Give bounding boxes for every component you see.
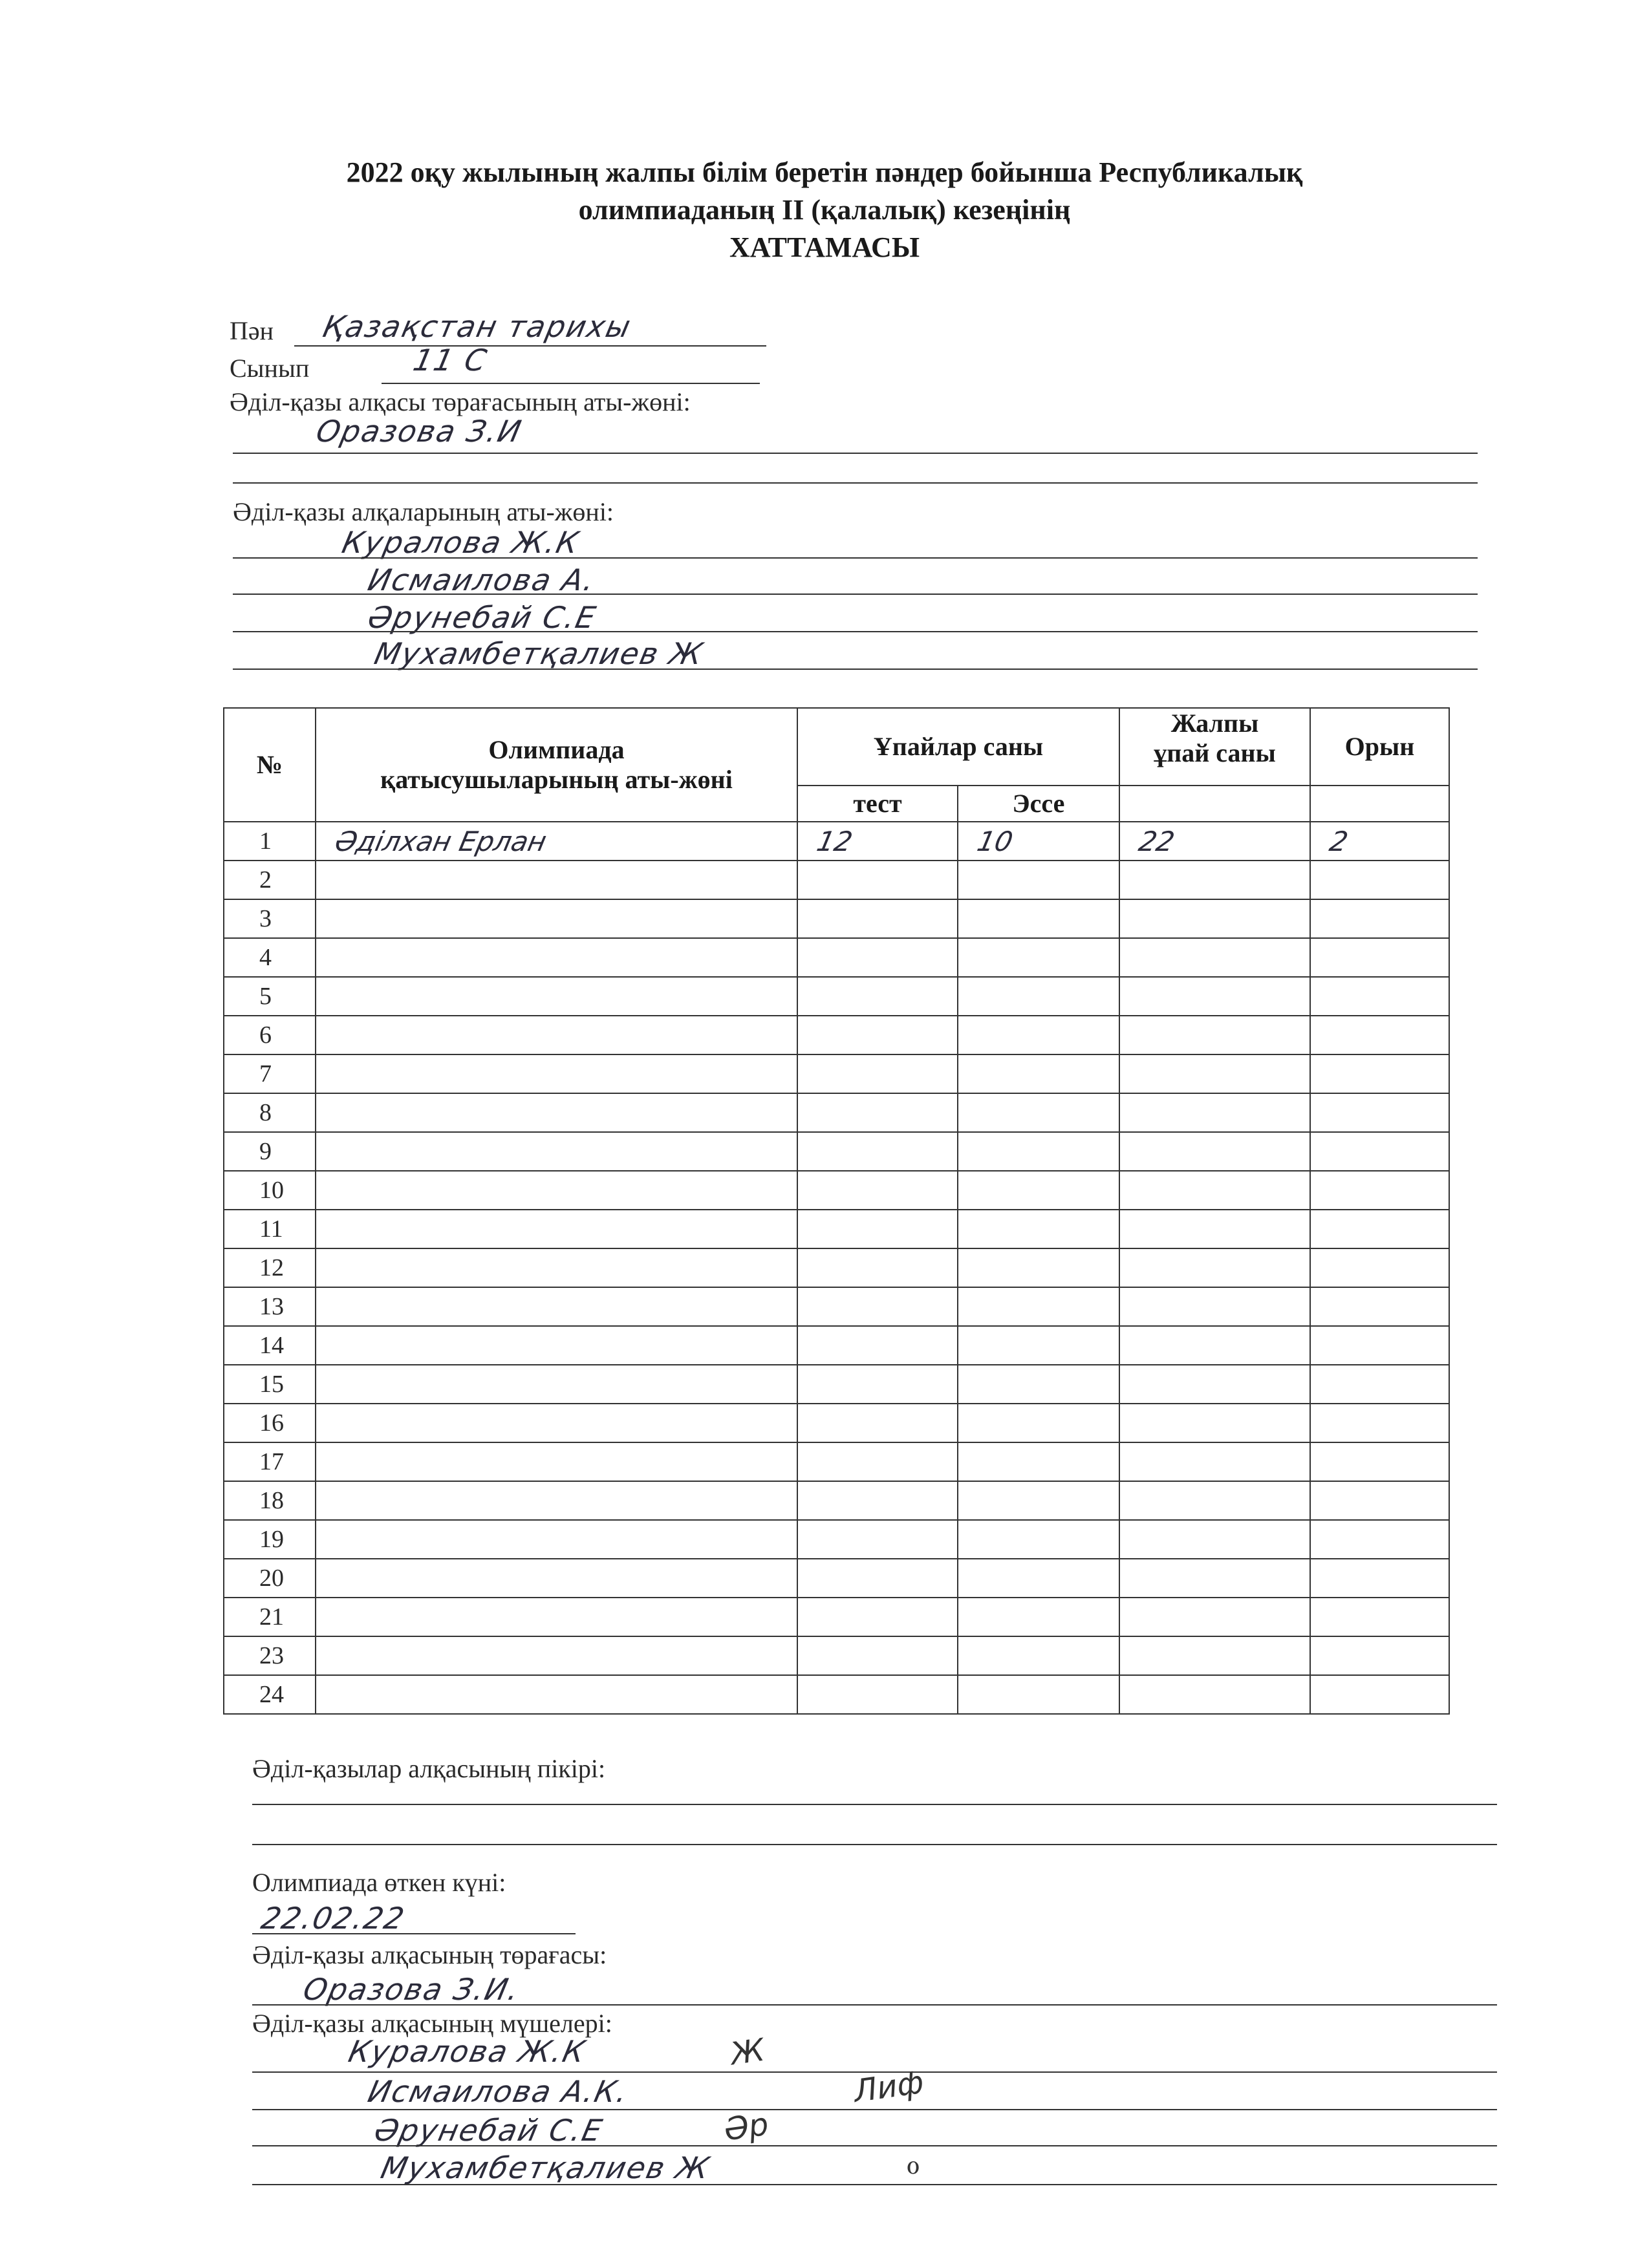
table-row xyxy=(224,1404,1449,1442)
table-row xyxy=(224,1520,1449,1559)
table-row xyxy=(224,1675,1449,1714)
row-essay xyxy=(958,1481,1119,1520)
row-total xyxy=(1119,1054,1310,1093)
table-row xyxy=(224,1210,1449,1248)
footer-members-label: Әділ-қазы алқасының мүшелері: xyxy=(252,2009,612,2038)
table-row xyxy=(224,1559,1449,1598)
row-test xyxy=(797,1016,958,1054)
row-name xyxy=(316,1559,797,1598)
subject-underline xyxy=(294,345,766,347)
row-place xyxy=(1310,977,1449,1016)
row-test xyxy=(797,822,958,861)
row-name xyxy=(316,1132,797,1171)
table-row xyxy=(224,1093,1449,1132)
row-total xyxy=(1119,1171,1310,1210)
col-essay: Эссе xyxy=(958,786,1119,822)
footer-member-line-4 xyxy=(252,2184,1497,2185)
row-num: 19 xyxy=(224,1520,316,1559)
subject-value: Қазақстан тарихы xyxy=(319,309,635,344)
table-row xyxy=(224,977,1449,1016)
row-test xyxy=(797,1559,958,1598)
row-num: 18 xyxy=(224,1481,316,1520)
row-num: 24 xyxy=(224,1675,316,1714)
footer-member-line-2 xyxy=(252,2109,1497,2110)
col-place: Орын xyxy=(1310,708,1449,786)
row-place-value: 2 xyxy=(1326,825,1351,857)
row-test xyxy=(797,1287,958,1326)
row-total xyxy=(1119,1404,1310,1442)
row-place xyxy=(1310,1093,1449,1132)
signature-2: Лиф xyxy=(851,2064,926,2110)
class-underline xyxy=(382,383,760,384)
member-line-4 xyxy=(233,669,1478,670)
row-num: 1 xyxy=(224,822,316,861)
row-place xyxy=(1310,1442,1449,1481)
class-value: 11 С xyxy=(410,343,491,378)
table-row xyxy=(224,1287,1449,1326)
row-num: 13 xyxy=(224,1287,316,1326)
row-essay-value: 10 xyxy=(974,825,1016,857)
row-num: 3 xyxy=(224,899,316,938)
row-place xyxy=(1310,1326,1449,1365)
row-test xyxy=(797,1442,958,1481)
row-test xyxy=(797,1326,958,1365)
row-name xyxy=(316,1016,797,1054)
row-essay xyxy=(958,1093,1119,1132)
row-test xyxy=(797,1054,958,1093)
row-place xyxy=(1310,1210,1449,1248)
row-essay xyxy=(958,1016,1119,1054)
date-underline xyxy=(252,1933,576,1934)
row-num: 23 xyxy=(224,1636,316,1675)
date-value: 22.02.22 xyxy=(258,1901,409,1936)
table-row xyxy=(224,1598,1449,1636)
row-test xyxy=(797,938,958,977)
row-num: 10 xyxy=(224,1171,316,1210)
table-row xyxy=(224,1016,1449,1054)
row-num: 2 xyxy=(224,861,316,899)
table-row xyxy=(224,1171,1449,1210)
table-row xyxy=(224,1365,1449,1404)
row-total xyxy=(1119,1520,1310,1559)
row-place xyxy=(1310,861,1449,899)
row-test xyxy=(797,1404,958,1442)
row-total xyxy=(1119,1598,1310,1636)
header-title: ХАТТАМАСЫ xyxy=(729,231,920,263)
signature-4: ℴ xyxy=(903,2144,922,2183)
row-place xyxy=(1310,938,1449,977)
row-essay xyxy=(958,1636,1119,1675)
table-row xyxy=(224,1326,1449,1365)
row-test xyxy=(797,1520,958,1559)
row-place xyxy=(1310,1675,1449,1714)
row-test xyxy=(797,1481,958,1520)
row-total xyxy=(1119,861,1310,899)
row-name xyxy=(316,1287,797,1326)
table-row xyxy=(224,899,1449,938)
chair-value: Оразова З.И xyxy=(313,414,526,449)
chair-label: Әділ-қазы алқасы төрағасының аты-жөні: xyxy=(230,387,691,416)
row-total xyxy=(1119,1442,1310,1481)
footer-chair-value: Оразова З.И. xyxy=(300,1972,524,2007)
row-name-value: Әділхан Ерлан xyxy=(332,825,550,857)
footer-chair-label: Әділ-қазы алқасының төрағасы: xyxy=(252,1940,607,1969)
row-name xyxy=(316,1210,797,1248)
row-place xyxy=(1310,1171,1449,1210)
row-place xyxy=(1310,1481,1449,1520)
row-name xyxy=(316,1326,797,1365)
row-test xyxy=(797,1210,958,1248)
row-num: 20 xyxy=(224,1559,316,1598)
row-test xyxy=(797,1248,958,1287)
row-num: 12 xyxy=(224,1248,316,1287)
row-place xyxy=(1310,1248,1449,1287)
row-place xyxy=(1310,899,1449,938)
row-test-value: 12 xyxy=(814,825,856,857)
row-essay xyxy=(958,1132,1119,1171)
row-num: 15 xyxy=(224,1365,316,1404)
row-essay xyxy=(958,1675,1119,1714)
row-essay xyxy=(958,1365,1119,1404)
row-name xyxy=(316,1481,797,1520)
row-test xyxy=(797,1132,958,1171)
col-num: № xyxy=(224,708,316,822)
row-place xyxy=(1310,1132,1449,1171)
row-place xyxy=(1310,1016,1449,1054)
row-test xyxy=(797,1675,958,1714)
row-essay xyxy=(958,1559,1119,1598)
row-total xyxy=(1119,822,1310,861)
row-name xyxy=(316,1248,797,1287)
row-num: 6 xyxy=(224,1016,316,1054)
results-table xyxy=(223,707,1450,1715)
table-row xyxy=(224,1132,1449,1171)
row-test xyxy=(797,977,958,1016)
row-place xyxy=(1310,1520,1449,1559)
footer-member-line-3 xyxy=(252,2145,1497,2146)
row-test xyxy=(797,1636,958,1675)
row-total xyxy=(1119,1248,1310,1287)
row-test xyxy=(797,1171,958,1210)
member-2: Исмаилова А. xyxy=(365,562,599,597)
col-place-sub xyxy=(1310,786,1449,822)
member-3: Әрунебай С.Е xyxy=(365,600,600,635)
opinion-line-2 xyxy=(252,1844,1497,1845)
row-name xyxy=(316,1598,797,1636)
row-total xyxy=(1119,899,1310,938)
row-place xyxy=(1310,1054,1449,1093)
signature-1: Ж xyxy=(728,2031,767,2073)
row-name xyxy=(316,1675,797,1714)
row-essay xyxy=(958,1287,1119,1326)
col-name-line1: Олимпиада xyxy=(488,735,625,764)
row-essay xyxy=(958,1598,1119,1636)
row-num: 9 xyxy=(224,1132,316,1171)
row-num: 17 xyxy=(224,1442,316,1481)
row-place xyxy=(1310,822,1449,861)
table-row xyxy=(224,1442,1449,1481)
table-row xyxy=(224,938,1449,977)
col-test: тест xyxy=(797,786,958,822)
row-total xyxy=(1119,1675,1310,1714)
row-name xyxy=(316,938,797,977)
row-num: 11 xyxy=(224,1210,316,1248)
row-name xyxy=(316,1365,797,1404)
row-essay xyxy=(958,1171,1119,1210)
row-place xyxy=(1310,1598,1449,1636)
row-essay xyxy=(958,1442,1119,1481)
row-num: 4 xyxy=(224,938,316,977)
date-label: Олимпиада өткен күні: xyxy=(252,1868,506,1897)
row-name xyxy=(316,1404,797,1442)
chair-line-1 xyxy=(233,453,1478,454)
table-row xyxy=(224,861,1449,899)
row-test xyxy=(797,861,958,899)
row-total-value: 22 xyxy=(1136,825,1178,857)
row-name xyxy=(316,899,797,938)
chair-line-2 xyxy=(233,482,1478,484)
row-essay xyxy=(958,1054,1119,1093)
row-num: 16 xyxy=(224,1404,316,1442)
member-line-2 xyxy=(233,594,1478,595)
footer-member-3: Әрунебай С.Е xyxy=(371,2113,607,2148)
row-name xyxy=(316,1520,797,1559)
col-name-line2: қатысушыларының аты-жөні xyxy=(380,765,733,794)
row-name xyxy=(316,1171,797,1210)
row-test xyxy=(797,899,958,938)
table-row xyxy=(224,822,1449,861)
col-total xyxy=(1119,708,1310,786)
row-name xyxy=(316,1636,797,1675)
opinion-line-1 xyxy=(252,1804,1497,1805)
row-total xyxy=(1119,1481,1310,1520)
col-total-sub xyxy=(1119,786,1310,822)
row-name xyxy=(316,861,797,899)
row-num: 5 xyxy=(224,977,316,1016)
footer-member-1: Куралова Ж.К xyxy=(345,2034,590,2069)
row-essay xyxy=(958,861,1119,899)
row-essay xyxy=(958,977,1119,1016)
class-label: Сынып xyxy=(230,354,310,383)
row-essay xyxy=(958,1326,1119,1365)
member-1: Куралова Ж.К xyxy=(339,525,583,560)
row-essay xyxy=(958,1248,1119,1287)
row-total xyxy=(1119,1287,1310,1326)
row-total xyxy=(1119,1093,1310,1132)
row-essay xyxy=(958,822,1119,861)
row-total xyxy=(1119,1559,1310,1598)
col-name xyxy=(316,708,797,822)
subject-label: Пән xyxy=(230,316,274,345)
row-test xyxy=(797,1598,958,1636)
row-total xyxy=(1119,1365,1310,1404)
member-4: Мухамбетқалиев Ж xyxy=(371,636,707,671)
row-total xyxy=(1119,1210,1310,1248)
row-place xyxy=(1310,1559,1449,1598)
footer-member-2: Исмаилова А.К. xyxy=(365,2074,632,2109)
row-essay xyxy=(958,899,1119,938)
signature-3: Әр xyxy=(722,2106,771,2148)
table-row xyxy=(224,1054,1449,1093)
row-name xyxy=(316,977,797,1016)
member-line-1 xyxy=(233,557,1478,559)
row-essay xyxy=(958,938,1119,977)
row-num: 7 xyxy=(224,1054,316,1093)
header-line-1: 2022 оқу жылының жалпы білім беретін пәндер бойынша Республикалық xyxy=(346,156,1303,188)
row-place xyxy=(1310,1287,1449,1326)
footer-chair-line xyxy=(252,2004,1497,2006)
members-label: Әділ-қазы алқаларының аты-жөні: xyxy=(233,497,614,526)
row-total xyxy=(1119,938,1310,977)
col-total-line1: Жалпы xyxy=(1170,709,1259,738)
row-num: 14 xyxy=(224,1326,316,1365)
row-total xyxy=(1119,977,1310,1016)
row-num: 8 xyxy=(224,1093,316,1132)
footer-member-4: Мухамбетқалиев Ж xyxy=(378,2150,714,2185)
table-row xyxy=(224,1636,1449,1675)
table-row xyxy=(224,1248,1449,1287)
row-total xyxy=(1119,1636,1310,1675)
row-name xyxy=(316,822,797,861)
row-test xyxy=(797,1093,958,1132)
row-essay xyxy=(958,1210,1119,1248)
col-points: Ұпайлар саны xyxy=(797,708,1119,786)
row-total xyxy=(1119,1132,1310,1171)
table-row xyxy=(224,1481,1449,1520)
col-total-line2: ұпай саны xyxy=(1154,738,1276,767)
row-num: 21 xyxy=(224,1598,316,1636)
row-name xyxy=(316,1442,797,1481)
row-place xyxy=(1310,1636,1449,1675)
row-place xyxy=(1310,1365,1449,1404)
row-essay xyxy=(958,1404,1119,1442)
member-line-3 xyxy=(233,631,1478,632)
row-total xyxy=(1119,1016,1310,1054)
row-place xyxy=(1310,1404,1449,1442)
row-name xyxy=(316,1093,797,1132)
row-name xyxy=(316,1054,797,1093)
row-test xyxy=(797,1365,958,1404)
row-total xyxy=(1119,1326,1310,1365)
opinion-label: Әділ-қазылар алқасының пікірі: xyxy=(252,1754,606,1783)
row-essay xyxy=(958,1520,1119,1559)
header-line-2: олимпиаданың II (қалалық) кезеңінің xyxy=(578,194,1071,226)
